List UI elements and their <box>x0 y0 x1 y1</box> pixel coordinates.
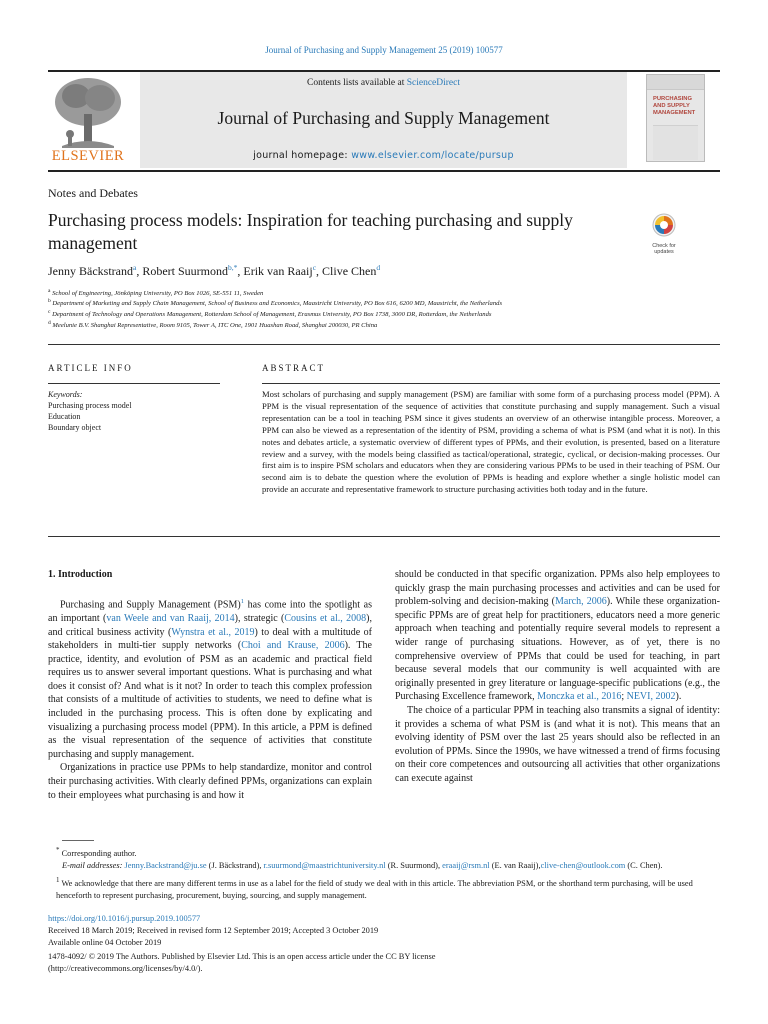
author-name: Robert Suurmond <box>142 264 228 278</box>
author-affiliation-mark[interactable]: d <box>376 263 381 272</box>
paragraph: Organizations in practice use PPMs to help standardize, monitor and control their purchasing activities. With clearly defined PPMs, organizations can explain to their employees what purchasing is and how it <box>48 762 372 801</box>
cover-title-line1: PURCHASING <box>653 96 692 102</box>
check-updates-line2: updates <box>654 249 674 255</box>
body-left-column <box>48 595 372 802</box>
affiliation-a <box>48 288 263 297</box>
footnote-mark: * <box>56 846 60 854</box>
check-updates-icon <box>645 212 683 238</box>
keyword-item: Education <box>48 412 81 421</box>
license-line-1: 1478-4092/ © 2019 The Authors. Published by Elsevier Ltd. This is an open access article under the CC BY license <box>48 952 436 962</box>
footnote-text: We acknowledge that there are many different terms in use as a label for the field of study we deal with in this article. The abbreviation PSM, or the shorthand term purchasing, will be used henceforth to represent purchasing, procurement, buying, sourcing, and supply management. <box>56 878 693 900</box>
article-info-rule <box>48 383 220 384</box>
cover-title-line2: AND SUPPLY <box>653 103 690 109</box>
affiliation-mark: c <box>48 309 51 315</box>
email-owner: (J. Bäckstrand), <box>206 861 264 871</box>
text-run: ), and critical business activity ( <box>48 612 372 638</box>
email-link[interactable]: clive-chen@outlook.com <box>540 861 626 871</box>
paragraph <box>395 568 720 704</box>
text-run: ). While these organization-specific PPMs are of great help for practitioners, educators need a more generic approach when teaching and potentially require several models to represent a wider range of purchasing situations. However, as of yet, there is no comprehensive overview of PPMs that could be used for teaching, in part because several models that our community is well acquainted with are originally presented in grey literature or language-specific publications (e.g., the Purchasing Excellence framework, <box>395 596 720 703</box>
affiliation-d <box>48 320 377 329</box>
text-run: ) to deal with a multitude of stakeholders in multi-tier supply networks ( <box>48 626 372 652</box>
available-online: Available online 04 October 2019 <box>48 938 162 948</box>
text-run: should be conducted in that specific organization. PPMs also help employees to quickly grasp the main purchasing processes and activities and can be used for problem-solving and decision-making ( <box>395 569 720 608</box>
abstract-heading: ABSTRACT <box>262 363 326 373</box>
email-label: E-mail addresses: <box>62 861 123 871</box>
journal-title: Journal of Purchasing and Supply Management <box>217 108 550 128</box>
journal-reference[interactable]: Journal of Purchasing and Supply Management 25 (2019) 100577 <box>265 45 503 55</box>
footnote-mark: 1 <box>56 875 60 884</box>
citation-link[interactable]: van Weele and van Raaij, 2014 <box>106 612 235 624</box>
text-run: ). <box>675 691 682 703</box>
text-run: ), strategic ( <box>234 612 285 624</box>
abstract-bottom-rule <box>48 536 720 537</box>
footnote-rule <box>62 840 94 841</box>
abstract-rule <box>262 383 720 384</box>
author-list <box>48 263 380 279</box>
affiliation-mark: a <box>48 288 51 294</box>
author-name: Jenny Bäckstrand <box>48 264 133 278</box>
license-line-2: (http://creativecommons.org/licenses/by/4.0/). <box>48 964 203 974</box>
journal-homepage <box>140 150 627 161</box>
footnotes <box>48 844 720 902</box>
email-link[interactable]: r.suurmond@maastrichtuniversity.nl <box>263 861 386 871</box>
text-run: has come into the spotlight as an important ( <box>48 599 372 624</box>
doi-link[interactable]: https://doi.org/10.1016/j.pursup.2019.100577 <box>48 914 201 923</box>
check-for-updates-badge[interactable] <box>645 212 683 255</box>
footnote-1 <box>48 874 720 903</box>
section-type: Notes and Debates <box>48 186 138 200</box>
corresponding-text: Corresponding author. <box>61 848 137 858</box>
author-separator: , <box>136 264 143 278</box>
author-separator: , <box>316 264 323 278</box>
corresponding-note <box>48 844 720 860</box>
citation-link[interactable]: Wynstra et al., 2019 <box>171 626 255 638</box>
author-affiliation-mark[interactable]: a <box>132 263 137 272</box>
affiliation-text: Meelunie B.V. Shanghai Representative, Room 9105, Tower A, ITC One, 1901 Huashan Road, Shanghai 200030, PR China <box>52 322 378 330</box>
contents-prefix: Contents lists available at <box>306 78 407 88</box>
contents-line <box>140 78 627 88</box>
email-addresses <box>48 860 720 872</box>
email-link[interactable]: Jenny.Backstrand@ju.se <box>124 861 207 871</box>
author-affiliation-mark[interactable]: b,* <box>228 263 238 272</box>
email-owner: (R. Suurmond), <box>385 861 443 871</box>
author-affiliation-mark[interactable]: c <box>312 263 317 272</box>
text-run: ). The practice, identity, and evolution of PSM as an academic and practical field requires us to answer several important questions. What is purchasing and what does it consist of? And what is it not? In order to teach this complex profession that consists of a multitude of activities to students, we need to define what is included in the purchasing process. This is often done by explicating and visualizing a purchasing process model (PPM). In this article, a PPM is defined as the visual representation of the sequence of activities that constitute purchasing and supply management. <box>48 640 372 760</box>
text-run: ; <box>621 691 627 703</box>
author-separator: , <box>237 264 244 278</box>
article-info-heading: ARTICLE INFO <box>48 363 133 373</box>
citation-link[interactable]: March, 2006 <box>555 596 607 608</box>
sciencedirect-link[interactable]: ScienceDirect <box>406 78 460 88</box>
section-heading-introduction: 1. Introduction <box>48 569 113 580</box>
keyword-item: Purchasing process model <box>48 401 132 410</box>
cover-title-line3: MANAGEMENT <box>653 110 696 116</box>
publication-info <box>48 913 720 975</box>
keyword-item: Boundary object <box>48 423 102 432</box>
publisher-logo-text: ELSEVIER <box>51 148 125 164</box>
keywords-label: Keywords: <box>48 390 83 399</box>
affiliation-c <box>48 309 491 318</box>
citation-link[interactable]: Cousins et al., 2008 <box>284 612 367 624</box>
affiliation-text: Department of Marketing and Supply Chain Management, School of Business and Economics, Maastricht University, PO Box 616, 6200 MD, Maastricht, the Netherlands <box>52 300 503 308</box>
affiliation-mark: d <box>48 320 51 326</box>
citation-link[interactable]: Monczka et al., 2016 <box>537 691 622 703</box>
citation-link[interactable]: Choi and Krause, 2006 <box>241 640 345 652</box>
email-owner: (E. van Raaij), <box>489 861 541 871</box>
article-info-top-rule <box>48 344 720 345</box>
body-right-column <box>395 568 720 786</box>
email-owner: (C. Chen). <box>625 861 663 871</box>
abstract-text: Most scholars of purchasing and supply management (PSM) are familiar with some form of a purchasing process model (PPM). A PPM is the visual representation of the sequence of activities that constitute purchasing and supply management. Such a visual representation can be a tool in teaching PSM since it gives students an overview of an otherwise intangible process. Moreover, a PPM can also be viewed as a representation of the identity of PSM, providing a schema of what is PSM (and what it is not). In this notes and debates article, a systematic overview of different types of PPMs, and their evolution, is presented, based on a literature review and a survey, with the models being classified as tactical/operational, strategic, cyclical, or decision-making processes. Our first aim is to inspire PSM scholars and educators when they are considering various PPMs to be used in their teaching of PSM. Our second aim is to debate the question where the evolution of PPMs is heading and explore whether a single holistic model can provide an accurate and representative framework to structure purchasing activities both today and in the future. <box>262 389 720 495</box>
email-link[interactable]: eraaij@rsm.nl <box>442 861 490 871</box>
affiliation-b <box>48 298 502 307</box>
citation-link[interactable]: NEVI, 2002 <box>626 691 676 703</box>
paragraph: The choice of a particular PPM in teaching also transmits a signal of identity: it provides a schema of what PSM is (and what it is not). This means that an evolving identity of PSM over the last 25 years should also be reflected in an evolution of PPMs. Since the 1990s, we have witnessed a trend of firms focusing on their core competences and outsourcing all activities that other organizations can execute against <box>395 704 720 784</box>
journal-cover-image <box>646 74 705 162</box>
affiliation-mark: b <box>48 298 51 304</box>
affiliation-text: School of Engineering, Jönköping University, PO Box 1026, SE-551 11, Sweden <box>52 290 264 298</box>
author-name: Clive Chen <box>322 264 377 278</box>
check-updates-line1: Check for <box>652 243 676 249</box>
affiliation-text: Department of Technology and Operations Management, Rotterdam School of Management, Erasmus University, PO Box 1738, 3000 DR, Rotterdam, the Netherlands <box>52 311 492 319</box>
dates: Received 18 March 2019; Received in revised form 12 September 2019; Accepted 3 October 2019 <box>48 926 379 936</box>
article-title: Purchasing process models: Inspiration for teaching purchasing and supply management <box>48 210 573 253</box>
header-bottom-rule <box>48 170 720 172</box>
paragraph <box>48 595 372 761</box>
text-run: Purchasing and Supply Management (PSM) <box>60 599 241 611</box>
author-name: Erik van Raaij <box>243 264 313 278</box>
homepage-link[interactable]: www.elsevier.com/locate/pursup <box>351 150 514 161</box>
footnote-ref[interactable]: 1 <box>240 598 244 605</box>
homepage-prefix: journal homepage: <box>253 150 352 161</box>
